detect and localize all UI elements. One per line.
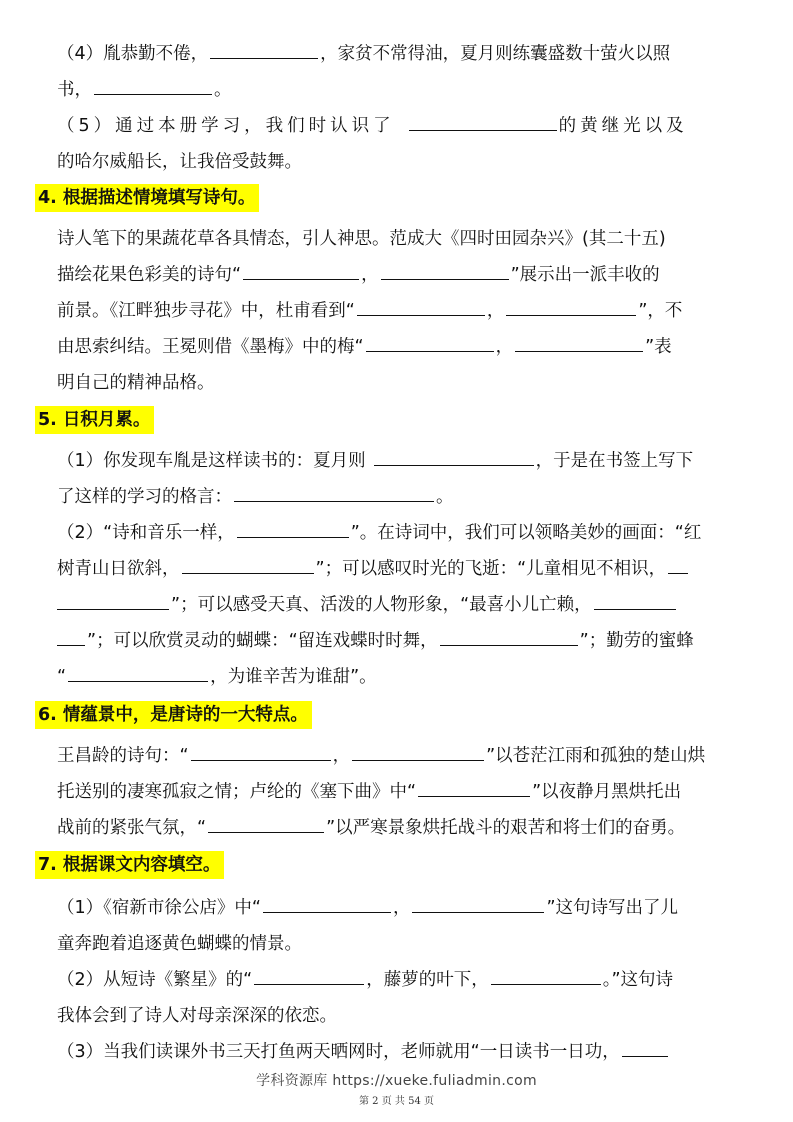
blank[interactable] xyxy=(412,894,544,913)
blank[interactable] xyxy=(68,663,208,682)
blank[interactable] xyxy=(94,76,212,95)
text: 王昌龄的诗句：“ xyxy=(57,746,189,766)
blank[interactable] xyxy=(208,814,324,833)
text: “ xyxy=(57,667,67,687)
text: 树青山日欲斜， xyxy=(57,559,180,579)
text: 。”这句诗 xyxy=(602,970,674,990)
s7-line-2: 童奔跑着追逐黄色蝴蝶的情景。 xyxy=(57,934,302,954)
text: （1）你发现车胤是这样读书的：夏月则 xyxy=(57,451,366,471)
s7-line-4: 我体会到了诗人对母亲深深的依恋。 xyxy=(57,1006,337,1026)
text: （5）通过本册学习，我们时认识了 xyxy=(57,116,395,136)
text: ”展示出一派丰收的 xyxy=(510,265,660,285)
blank[interactable] xyxy=(491,966,601,985)
blank[interactable] xyxy=(515,333,643,352)
text: 战前的紧张气氛，“ xyxy=(57,818,207,838)
q4-5-line-2: 的哈尔威船长，让我倍受鼓舞。 xyxy=(57,152,302,172)
page-number: 第 2 页 共 54 页 xyxy=(359,1096,434,1107)
blank[interactable] xyxy=(191,742,331,761)
text: ”以严寒景象烘托战斗的艰苦和将士们的奋勇。 xyxy=(326,818,686,838)
s6-line-3 xyxy=(57,814,755,842)
s7-line-3 xyxy=(57,966,755,994)
text: 书， xyxy=(57,80,92,100)
text: ， xyxy=(361,265,379,285)
blank[interactable] xyxy=(254,966,364,985)
s4-line-2 xyxy=(57,261,755,289)
text: ”表 xyxy=(645,337,672,357)
text: ”；可以欣赏灵动的蝴蝶：“留连戏蝶时时舞， xyxy=(87,631,438,651)
s6-line-1 xyxy=(57,742,755,770)
text: ，为谁辛苦为谁甜”。 xyxy=(210,667,377,687)
text: 。 xyxy=(436,487,454,507)
s5-line-1 xyxy=(57,447,755,475)
text: ”，不 xyxy=(638,301,683,321)
text: ”；可以感叹时光的飞逝：“儿童相见不相识， xyxy=(315,559,667,579)
text: ， xyxy=(392,898,411,918)
section-7-title: 7. 根据课文内容填空。 xyxy=(35,851,224,879)
s5-line-3 xyxy=(57,519,755,547)
text: （2）“诗和音乐一样， xyxy=(57,523,235,543)
blank[interactable] xyxy=(374,447,534,466)
s5-line-4 xyxy=(57,555,755,583)
text: ”这句诗写出了儿 xyxy=(546,898,679,918)
s4-line-4 xyxy=(57,333,755,361)
blank[interactable] xyxy=(237,519,349,538)
text: ，于是在书签上写下 xyxy=(535,451,694,471)
text: ”。在诗词中，我们可以领略美妙的画面：“红 xyxy=(350,523,702,543)
s4-line-5: 明自己的精神品格。 xyxy=(57,373,215,393)
text: ”以苍茫江雨和孤独的楚山烘 xyxy=(486,746,706,766)
blank[interactable] xyxy=(418,778,530,797)
s5-line-6 xyxy=(57,627,755,655)
text: 前景。《江畔独步寻花》中，杜甫看到“ xyxy=(57,301,355,321)
blank[interactable] xyxy=(352,742,484,761)
text: 描绘花果色彩美的诗句“ xyxy=(57,265,242,285)
blank[interactable] xyxy=(57,627,85,646)
q4-4-line-1 xyxy=(57,40,755,68)
blank[interactable] xyxy=(668,555,688,574)
text: ， xyxy=(495,337,514,357)
text: （2）从短诗《繁星》的“ xyxy=(57,970,253,990)
text: 托送别的凄寒孤寂之情；卢纶的《塞下曲》中“ xyxy=(57,782,417,802)
text: 了这样的学习的格言： xyxy=(57,487,232,507)
blank[interactable] xyxy=(243,261,359,280)
text: （4）胤恭勤不倦， xyxy=(57,44,209,64)
s5-line-5 xyxy=(57,591,755,619)
s5-line-7 xyxy=(57,663,755,691)
text: ”以夜静月黑烘托出 xyxy=(532,782,682,802)
blank[interactable] xyxy=(440,627,578,646)
blank[interactable] xyxy=(622,1038,668,1057)
s6-line-2 xyxy=(57,778,755,806)
blank[interactable] xyxy=(409,112,557,131)
text: ”；可以感受天真、活泼的人物形象，“最喜小儿亡赖， xyxy=(171,595,592,615)
s5-line-2 xyxy=(57,483,755,511)
text: 的黄继光以及 xyxy=(558,116,688,136)
text: （1）《宿新市徐公店》中“ xyxy=(57,898,261,918)
blank[interactable] xyxy=(381,261,509,280)
text: ， xyxy=(486,301,505,321)
s7-line-1 xyxy=(57,894,755,922)
blank[interactable] xyxy=(210,40,318,59)
q4-4-line-2 xyxy=(57,76,755,104)
blank[interactable] xyxy=(263,894,391,913)
text: ，藤萝的叶下， xyxy=(366,970,489,990)
blank[interactable] xyxy=(357,297,485,316)
text: ，家贫不常得油，夏月则练囊盛数十萤火以照 xyxy=(320,44,671,64)
s4-line-1: 诗人笔下的果蔬花草各具情态，引人神思。范成大《四时田园杂兴》(其二十五) xyxy=(57,229,666,249)
blank[interactable] xyxy=(57,591,169,610)
text: ， xyxy=(332,746,351,766)
section-5-title: 5. 日积月累。 xyxy=(35,406,154,434)
s4-line-3 xyxy=(57,297,755,325)
section-6-title: 6. 情蕴景中，是唐诗的一大特点。 xyxy=(35,701,312,729)
section-4-title: 4. 根据描述情境填写诗句。 xyxy=(35,184,259,212)
blank[interactable] xyxy=(594,591,676,610)
text: 。 xyxy=(214,80,232,100)
blank[interactable] xyxy=(182,555,314,574)
q4-5-line-1 xyxy=(57,112,755,140)
watermark-footer: 学科资源库 https://xueke.fuliadmin.com xyxy=(256,1073,537,1089)
text: ”；勤劳的蜜蜂 xyxy=(579,631,694,651)
blank[interactable] xyxy=(366,333,494,352)
text: 由思索纠结。王冕则借《墨梅》中的梅“ xyxy=(57,337,364,357)
blank[interactable] xyxy=(506,297,636,316)
text: （3）当我们读课外书三天打鱼两天晒网时，老师就用“一日读书一日功， xyxy=(57,1042,620,1062)
blank[interactable] xyxy=(234,483,434,502)
s7-line-5 xyxy=(57,1038,755,1066)
